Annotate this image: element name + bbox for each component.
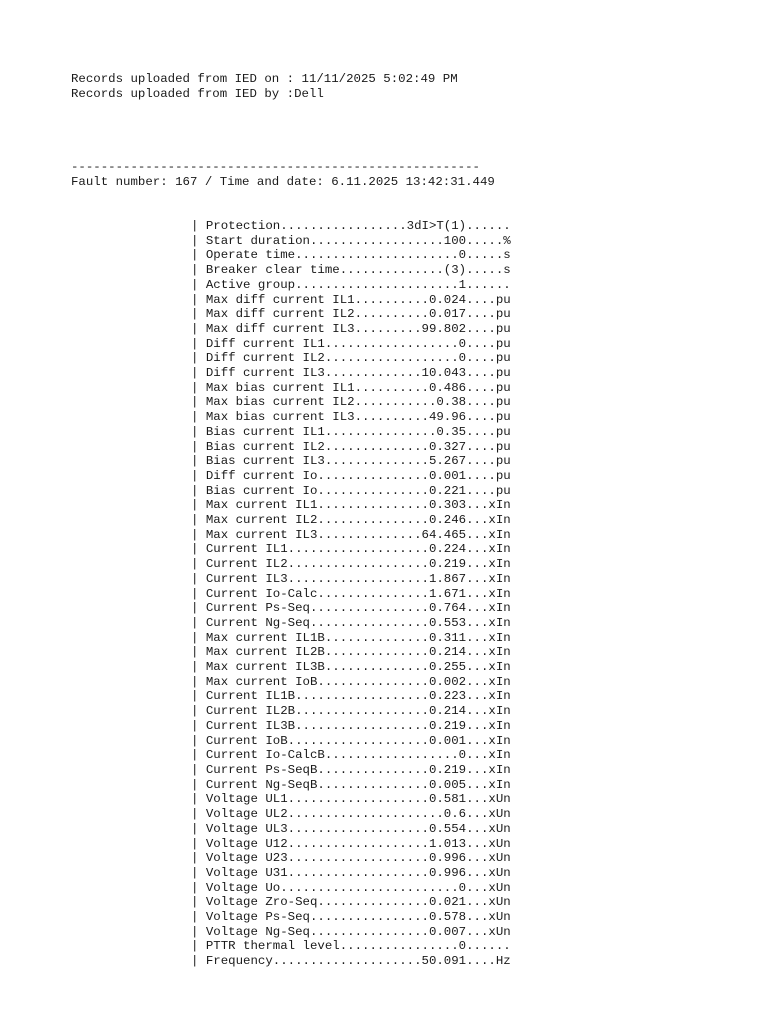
record-row: | Max diff current IL2..........0.017....pu bbox=[191, 307, 511, 322]
record-row: | Current IoB...................0.001...xIn bbox=[191, 733, 511, 748]
uploaded-by-line: Records uploaded from IED by :Dell bbox=[71, 86, 324, 101]
record-row: | Max current IoB...............0.002...xIn bbox=[191, 674, 511, 689]
record-row: | Start duration..................100.....% bbox=[191, 233, 511, 248]
record-row: | Current IL2B..................0.214...xIn bbox=[191, 704, 511, 719]
fault-record-document bbox=[71, 72, 511, 969]
record-row: | Voltage Zro-Seq...............0.021...xUn bbox=[191, 895, 511, 910]
record-row: | Voltage UL1...................0.581...xUn bbox=[191, 792, 511, 807]
record-row: | Voltage Uo........................0...xUn bbox=[191, 880, 511, 895]
record-row: | Voltage U12...................1.013...xUn bbox=[191, 836, 511, 851]
record-row: | Max current IL2B..............0.214...xIn bbox=[191, 645, 511, 660]
record-row: | Bias current IL3..............5.267....pu bbox=[191, 454, 511, 469]
record-row: | Max current IL1...............0.303...xIn bbox=[191, 498, 511, 513]
record-row: | Current Io-Calc...............1.671...xIn bbox=[191, 586, 511, 601]
record-row: | Max current IL3..............64.465...xIn bbox=[191, 527, 511, 542]
record-row: | Voltage Ng-Seq................0.007...xUn bbox=[191, 924, 511, 939]
record-row: | Current IL1B..................0.223...xIn bbox=[191, 689, 511, 704]
record-row: | Diff current IL1..................0....pu bbox=[191, 336, 511, 351]
record-row: | Current IL1...................0.224...xIn bbox=[191, 542, 511, 557]
separator-line: ------------------------------------------------------- bbox=[71, 160, 480, 175]
record-row: | Current Ps-SeqB...............0.219...xIn bbox=[191, 763, 511, 777]
record-row: | Max diff current IL1..........0.024....pu bbox=[191, 292, 511, 307]
record-row: | Current Ps-Seq................0.764...xIn bbox=[191, 601, 511, 616]
record-row: | Max bias current IL3..........49.96....pu bbox=[191, 410, 511, 425]
record-row: | Bias current Io...............0.221....pu bbox=[191, 483, 511, 498]
record-row: | Operate time......................0.....s bbox=[191, 248, 511, 263]
record-row: | Diff current Io...............0.001....pu bbox=[191, 468, 511, 483]
spacer bbox=[71, 101, 511, 130]
spacer bbox=[71, 131, 511, 160]
record-row: | Bias current IL1...............0.35....pu bbox=[191, 424, 511, 439]
record-row: | Breaker clear time..............(3).....s bbox=[191, 263, 511, 278]
fault-title: Fault number: 167 / Time and date: 6.11.2025 13:42:31.449 bbox=[71, 174, 495, 189]
record-row: | Voltage UL2.....................0.6...xUn bbox=[191, 807, 511, 822]
record-row: | Diff current IL2..................0....pu bbox=[191, 351, 511, 366]
record-row: | Diff current IL3.............10.043....pu bbox=[191, 366, 511, 381]
record-row: | Current Ng-Seq................0.553...xIn bbox=[191, 615, 511, 630]
record-row: | Max diff current IL3.........99.802....pu bbox=[191, 321, 511, 336]
record-row: | Voltage Ps-Seq................0.578...xUn bbox=[191, 910, 511, 925]
record-row: | Max current IL3B..............0.255...xIn bbox=[191, 660, 511, 675]
record-row: | Voltage U31...................0.996...xUn bbox=[191, 865, 511, 880]
record-row: | Max current IL2...............0.246...xIn bbox=[191, 513, 511, 528]
record-row: | Frequency....................50.091....Hz bbox=[191, 954, 511, 969]
uploaded-on-line: Records uploaded from IED on : 11/11/2025 5:02:49 PM bbox=[71, 72, 458, 86]
record-row: | Bias current IL2..............0.327....pu bbox=[191, 439, 511, 454]
record-row: | Voltage UL3...................0.554...xUn bbox=[191, 821, 511, 836]
record-list bbox=[191, 219, 511, 969]
record-row: | Current IL2...................0.219...xIn bbox=[191, 557, 511, 572]
record-row: | Protection.................3dI>T(1)...... bbox=[191, 218, 511, 233]
record-row: | Current IL3B..................0.219...xIn bbox=[191, 718, 511, 733]
record-row: | Active group......................1...... bbox=[191, 277, 511, 292]
spacer bbox=[71, 190, 511, 219]
record-row: | Current IL3...................1.867...xIn bbox=[191, 571, 511, 586]
record-row: | PTTR thermal level................0...... bbox=[191, 939, 511, 954]
record-row: | Max current IL1B..............0.311...xIn bbox=[191, 630, 511, 645]
record-row: | Current Io-CalcB..................0...xIn bbox=[191, 748, 511, 763]
record-row: | Current Ng-SeqB...............0.005...xIn bbox=[191, 777, 511, 792]
record-row: | Max bias current IL1..........0.486....pu bbox=[191, 380, 511, 395]
record-row: | Max bias current IL2...........0.38....pu bbox=[191, 395, 511, 410]
record-row: | Voltage U23...................0.996...xUn bbox=[191, 851, 511, 866]
